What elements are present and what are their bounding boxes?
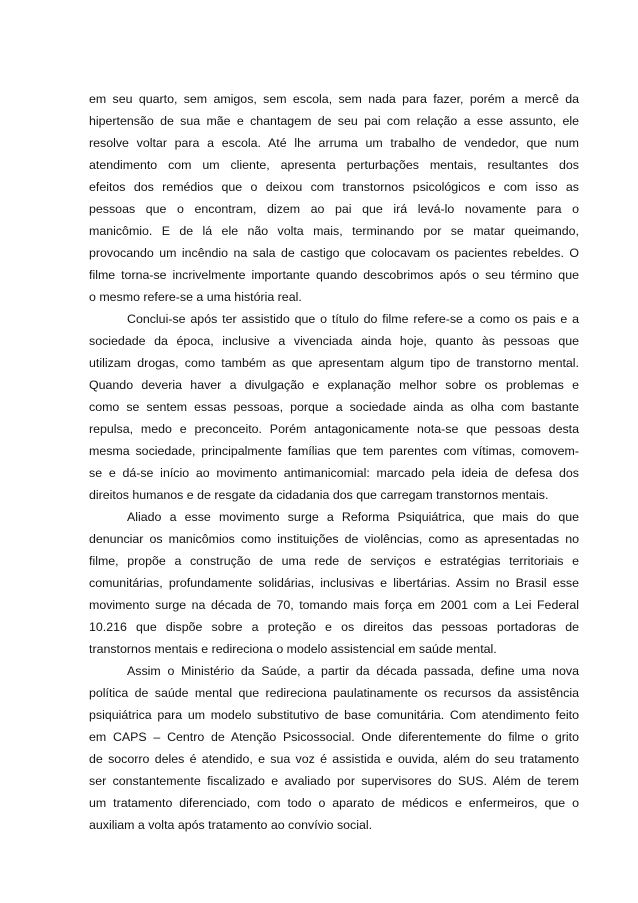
text-line: em seu quarto, sem amigos, sem escola, sem nada para fazer, porém a mercê da (89, 92, 579, 106)
text-line: de socorro deles é atendido, e sua voz é assistida e ouvida, além do seu tratamento (89, 752, 579, 766)
text-line: política de saúde mental que redireciona paulatinamente os recursos da assistência (89, 686, 579, 700)
text-line: Quando deveria haver a divulgação e explanação melhor sobre os problemas e (89, 378, 579, 392)
text-line: denunciar os manicômios como instituições de violências, como as apresentadas no (89, 532, 579, 546)
body-text (89, 88, 579, 836)
text-line: se e dá-se início ao movimento antimanicomial: marcado pela ideia de defesa dos (89, 466, 579, 480)
text-line: pessoas que o encontram, dizem ao pai que irá levá-lo novamente para o (89, 202, 579, 216)
text-line: comunitárias, profundamente solidárias, inclusivas e libertárias. Assim no Brasil esse (89, 576, 579, 590)
paragraph-2 (89, 308, 579, 506)
text-line: um tratamento diferenciado, com todo o aparato de médicos e enfermeiros, que o (89, 796, 579, 810)
text-line: provocando um incêndio na sala de castigo que colocavam os pacientes rebeldes. O (89, 246, 579, 260)
text-line: Conclui-se após ter assistido que o título do filme refere-se a como os pais e a (127, 312, 579, 326)
text-line: em CAPS – Centro de Atenção Psicossocial. Onde diferentemente do filme o grito (89, 730, 579, 744)
text-line: 10.216 que dispõe sobre a proteção e os direitos das pessoas portadoras de (89, 620, 579, 634)
text-line: o mesmo refere-se a uma história real. (89, 290, 302, 304)
text-line: direitos humanos e de resgate da cidadania dos que carregam transtornos mentais. (89, 488, 549, 502)
text-line: filme, propõe a construção de uma rede de serviços e estratégias territoriais e (89, 554, 579, 568)
text-line: psiquiátrica para um modelo substitutivo de base comunitária. Com atendimento feito (89, 708, 579, 722)
text-line: movimento surge na década de 70, tomando mais força em 2001 com a Lei Federal (89, 598, 579, 612)
text-line: ser constantemente fiscalizado e avaliado por supervisores do SUS. Além de terem (89, 774, 579, 788)
text-line: manicômio. E de lá ele não volta mais, terminando por se matar queimando, (89, 224, 579, 238)
text-line: Assim o Ministério da Saúde, a partir da década passada, define uma nova (127, 664, 579, 678)
text-line: como se sentem essas pessoas, porque a sociedade ainda as olha com bastante (89, 400, 579, 414)
paragraph-1 (89, 88, 579, 308)
text-line: auxiliam a volta após tratamento ao convívio social. (89, 818, 373, 832)
text-line: mesma sociedade, principalmente famílias que tem parentes com vítimas, comovem- (89, 444, 579, 458)
paragraph-3 (89, 506, 579, 660)
text-line: resolve voltar para a escola. Até lhe arruma um trabalho de vendedor, que num (89, 136, 579, 150)
text-line: hipertensão de sua mãe e chantagem de seu pai com relação a esse assunto, ele (89, 114, 579, 128)
text-line: transtornos mentais e redireciona o modelo assistencial em saúde mental. (89, 642, 497, 656)
text-line: filme torna-se incrivelmente importante quando descobrimos após o seu término que (89, 268, 579, 282)
paragraph-4 (89, 660, 579, 836)
text-line: repulsa, medo e preconceito. Porém antagonicamente nota-se que pessoas desta (89, 422, 579, 436)
text-line: Aliado a esse movimento surge a Reforma Psiquiátrica, que mais do que (127, 510, 579, 524)
text-line: atendimento com um cliente, apresenta perturbações mentais, resultantes dos (89, 158, 579, 172)
text-line: efeitos dos remédios que o deixou com transtornos psicológicos e com isso as (89, 180, 579, 194)
text-line: sociedade da época, inclusive a vivenciada ainda hoje, quanto às pessoas que (89, 334, 579, 348)
text-line: utilizam drogas, como também as que apresentam algum tipo de transtorno mental. (89, 356, 579, 370)
